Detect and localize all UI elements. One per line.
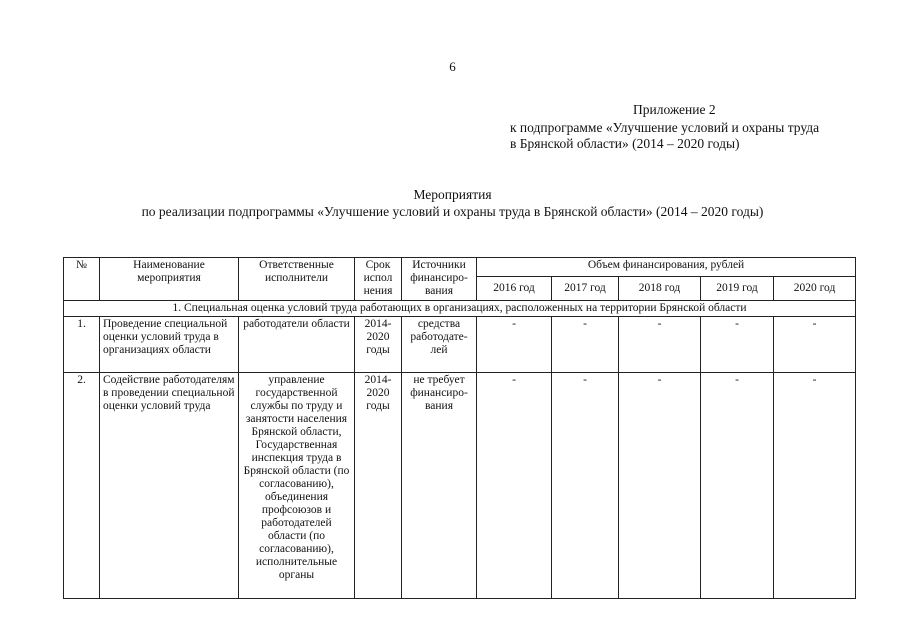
row-value: - — [774, 317, 856, 373]
row-term: 2014-2020 годы — [355, 317, 402, 373]
header-funding-sources: Источники финансиро-вания — [402, 258, 477, 301]
header-funding-volume: Объем финансирования, рублей — [477, 258, 856, 277]
row-funding-source: не требует финансиро-вания — [402, 373, 477, 599]
row-value: - — [701, 373, 774, 599]
row-value: - — [552, 317, 619, 373]
row-term: 2014-2020 годы — [355, 373, 402, 599]
header-year: 2019 год — [701, 277, 774, 301]
row-number: 2. — [64, 373, 100, 599]
row-value: - — [477, 373, 552, 599]
row-executors: управление государственной службы по труду и занятости населения Брянской области, Государственная инспекция труда в Брянской области (по согласованию), объединения профсоюзов и работодателей области (по согласованию), исполнительные органы — [239, 373, 355, 599]
section-heading: 1. Специальная оценка условий труда работающих в организациях, расположенных на территории Брянской области — [64, 301, 856, 317]
document-title: Мероприятия — [413, 187, 492, 202]
appendix-subtitle-line-1: к подпрограмме «Улучшение условий и охраны труда — [510, 120, 820, 135]
header-term: Срок испол нения — [355, 258, 402, 301]
row-value: - — [701, 317, 774, 373]
activities-table — [63, 257, 856, 599]
appendix-subtitle-line-2: в Брянской области» (2014 – 2020 годы) — [510, 136, 740, 151]
table-row — [64, 373, 856, 599]
header-year: 2018 год — [619, 277, 701, 301]
row-value: - — [619, 317, 701, 373]
row-value: - — [774, 373, 856, 599]
row-activity-name: Содействие работодателям в проведении специальной оценки условий труда — [100, 373, 239, 599]
document-subtitle: по реализации подпрограммы «Улучшение условий и охраны труда в Брянской области» (2014 – 2020 годы) — [141, 204, 764, 219]
row-number: 1. — [64, 317, 100, 373]
header-executors: Ответственные исполнители — [239, 258, 355, 301]
page-number: 6 — [449, 59, 456, 74]
row-value: - — [552, 373, 619, 599]
appendix-title: Приложение 2 — [633, 102, 716, 117]
header-activity-name: Наименование мероприятия — [100, 258, 239, 301]
table-row — [64, 317, 856, 373]
row-executors: работодатели области — [239, 317, 355, 373]
row-value: - — [619, 373, 701, 599]
row-value: - — [477, 317, 552, 373]
header-year: 2017 год — [552, 277, 619, 301]
header-year: 2016 год — [477, 277, 552, 301]
row-activity-name: Проведение специальной оценки условий труда в организациях области — [100, 317, 239, 373]
row-funding-source: средства работодате-лей — [402, 317, 477, 373]
header-year: 2020 год — [774, 277, 856, 301]
header-number: № — [64, 258, 100, 301]
